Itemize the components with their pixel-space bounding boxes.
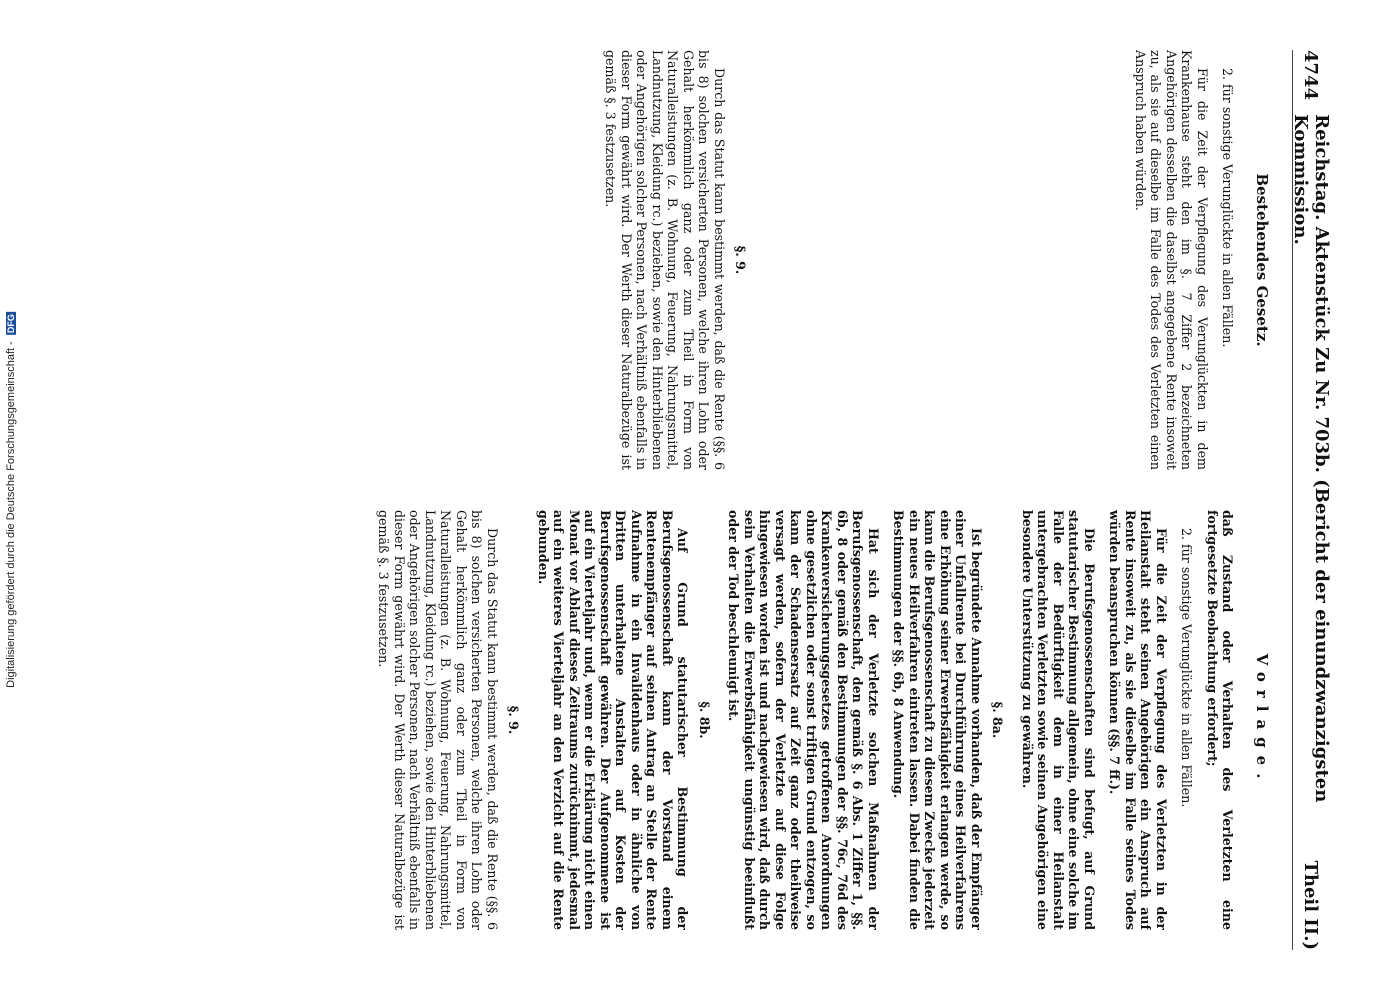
right-paragraph: 2. für sonstige Verunglückte in allen Fällen. <box>1179 528 1194 808</box>
page-header <box>1289 50 1332 950</box>
right-paragraph: Die Berufsgenossenschaften sind befugt, auf Grund statutarischer Bestimmung allgemein, ohne eine solche im Falle der Bedürftigkeit dem in einer Heilanstalt untergebrachten Verletzten sowie seinen Angehörigen eine besondere Unterstützung zu gewähren. <box>1019 510 1097 930</box>
page-title: Reichstag. Aktenstück Zu Nr. 703b. (Bericht der einundzwanzigsten Kommission. <box>1289 114 1332 803</box>
page-number: 4744 <box>1300 50 1321 101</box>
right-paragraph: daß Zustand oder Verhalten des Verletzten eine fortgesetzte Beobachtung erfordert; <box>1204 510 1235 930</box>
section-8a-paragraph: Ist begründete Annahme vorhanden, daß der Empfänger einer Unfallrente bei Durchführung eines Heilverfahrens eine Erhöhung seiner Erwerbsfähigkeit erlangen werde, so kann die Berufsgenossenschaft zu diesem Zwecke jederzeit ein neues Heilverfahren eintreten lassen. Dabei finden die Bestimmungen der §§. 6b, 8 Anwendung. <box>891 510 984 930</box>
right-section-9-heading: §. 9. <box>506 705 521 735</box>
right-column-heading: Vorlage. <box>1252 653 1271 787</box>
left-paragraph: Für die Zeit der Verpflegung des Verunglückten in dem Krankenhause steht den im §. 7 Ziffer 2 bezeichneten Angehörigen desselben die daselbst angegebene Rente insoweit zu, als sie auf dieselbe im Falle des Todes des Verletzten einen Anspruch haben würden. <box>1132 50 1210 470</box>
right-column <box>87 510 1277 930</box>
section-8a-paragraph: Hat sich der Verletzte solchen Maßnahmen der Berufsgenossenschaft, den gemäß §. 6 Abs. 1 Ziffer 1, §§. 6b, 8 oder gemäß den Bestimmungen der §§. 76c, 76d des Krankenversicherungsgesetzes getroffenen Anordnungen ohne gesetzlichen oder sonst triftigen Grund entzogen, so kann der Schadensersatz auf Zeit ganz oder theilweise versagt werden, sofern der Verletzte auf diese Folge hingewiesen worden ist und nachgewiesen wird, daß durch sein Verhalten die Erwerbsfähigkeit ungünstig beeinflußt oder der Tod beschleunigt ist. <box>726 510 881 930</box>
left-column <box>87 50 1277 470</box>
left-section-9-text: Durch das Statut kann bestimmt werden, daß die Rente (§§. 6 bis 8) solchen versicherten Personen, welche ihren Lohn oder Gehalt herkömmlich ganz oder zum Theil in Form von Naturalleistungen (z. B. Wohnung, Feuerung, Nahrungsmittel, Landnutzung, Kleidung rc.) beziehen, sowie den Hinterbliebenen oder Angehörigen solcher Personen, nach Verhältniß ebenfalls in dieser Form gewährt wird. Der Werth dieser Naturalbezüge ist gemäß §. 3 festzusetzen. <box>603 50 727 470</box>
part-label: Theil II.) <box>1300 860 1321 950</box>
footer-text: Digitalisierung gefördert durch die Deutsche Forschungsgemeinschaft - <box>5 341 17 688</box>
spacer <box>1002 50 1122 470</box>
left-paragraph: 2. für sonstige Verunglückte in allen Fällen. <box>1220 68 1235 348</box>
left-section-9-heading: §. 9. <box>733 245 748 275</box>
digitization-footer <box>0 0 22 1000</box>
footer-note <box>5 312 17 688</box>
document-page <box>69 50 1332 950</box>
spacer <box>762 50 882 470</box>
dfg-logo: DFG <box>6 314 16 334</box>
right-section-9-text: Durch das Statut kann bestimmt werden, daß die Rente (§§. 6 bis 8) solchen versicherten Personen, welche ihren Lohn oder Gehalt herkömmlich ganz oder zum Theil in Form von Naturalleistungen (z. B. Wohnung, Feuerung, Nahrungsmittel, Landnutzung, Kleidung rc.) beziehen, sowie den Hinterbliebenen oder Angehörigen solcher Personen, nach Verhältniß ebenfalls in dieser Form gewährt wird. Der Werth dieser Naturalbezüge ist gemäß §. 3 festzusetzen. <box>376 510 500 930</box>
section-8a-heading: §. 8a. <box>990 701 1005 739</box>
right-paragraph: Für die Zeit der Verpflegung des Verletzten in der Heilanstalt steht seinen Angehörigen ein Anspruch auf Rente insoweit zu, als sie dieselbe im Falle seines Todes würden beanspruchen können (§§. 7 ff.). <box>1107 510 1169 930</box>
section-8b-paragraph: Auf Grund statutarischer Bestimmung der Berufsgenossenschaft kann der Vorstand einem Rentenempfänger auf seinen Antrag an Stelle der Rente Aufnahme in ein Invalidenhaus oder in ähnliche von Dritten unterhaltene Anstalten auf Kosten der Berufsgenossenschaft gewähren. Der Aufgenommene ist auf ein Vierteljahr und, wenn er die Erklärung nicht einen Monat vor Ablauf dieses Zeitraums zurücknimmt, jedesmal auf ein weiteres Vierteljahr an den Verzicht auf die Rente gebunden. <box>535 510 690 930</box>
section-8b-heading: §. 8b. <box>696 701 712 739</box>
spacer <box>882 50 1002 470</box>
left-column-heading: Bestehendes Gesetz. <box>1252 173 1271 347</box>
